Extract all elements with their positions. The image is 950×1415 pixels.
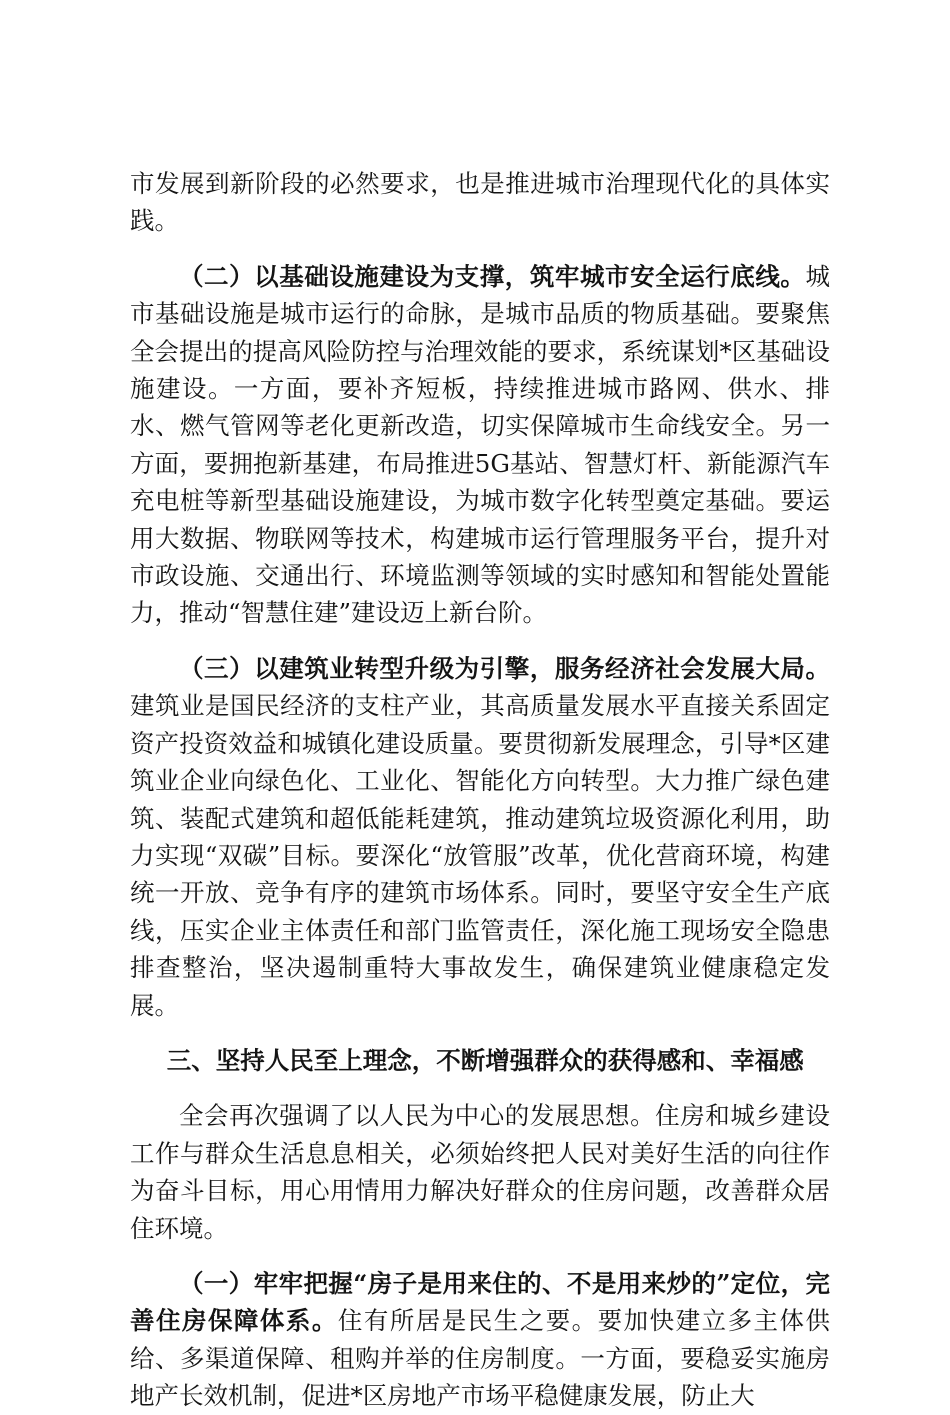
paragraph-text: 全会再次强调了以人民为中心的发展思想。住房和城乡建设工作与群众生活息息相关，必须始终把人民对美好生活的向往作为奋斗目标，用心用情用力解决好群众的住房问题，改善群众居住环境。 — [130, 1101, 830, 1243]
paragraph-text: 市发展到新阶段的必然要求，也是推进城市治理现代化的具体实践。 — [130, 169, 830, 236]
section-heading: 三、坚持人民至上理念，不断增强群众的获得感和、幸福感 — [166, 1045, 804, 1075]
paragraph-gap — [130, 1247, 830, 1265]
paragraph-lead: （一）牢牢把握“房子是用来住的、不是用来炒的”定位，完善住房保障体系。 — [130, 1268, 830, 1336]
paragraph-gap — [130, 240, 830, 258]
paragraph-text: 住有所居是民生之要。要加快建立多主体供给、多渠道保障、租购并举的住房制度。一方面，要稳妥实施房地产长效机制，促进*区房地产市场平稳健康发展，防止大 — [130, 1306, 831, 1411]
paragraph-people-centered — [130, 1097, 830, 1247]
paragraph-gap — [130, 632, 830, 650]
paragraph-construction-industry — [130, 650, 830, 1024]
paragraph-text: 城市基础设施是城市运行的命脉，是城市品质的物质基础。要聚焦全会提出的提高风险防控与治理效能的要求，系统谋划*区基础设施建设。一方面，要补齐短板，持续推进城市路网、供水、排水、燃气管网等老化更新改造，切实保障城市生命线安全。另一方面，要拥抱新基建，布局推进5G基站、智慧灯杆、新能源汽车充电桩等新型基础设施建设，为城市数字化转型奠定基础。要运用大数据、物联网等技术，构建城市运行管理服务平台，提升对市政设施、交通出行、环境监测等领域的实时感知和智能处置能力，推动“智慧住建”建设迈上新台阶。 — [130, 261, 830, 628]
paragraph-continuation — [130, 165, 830, 240]
paragraph-gap — [130, 1024, 830, 1042]
paragraph-lead: （三）以建筑业转型升级为引擎，服务经济社会发展大局。 — [179, 653, 830, 683]
document-body — [130, 165, 830, 1415]
paragraph-housing-security — [130, 1265, 830, 1415]
paragraph-lead: （二）以基础设施建设为支撑，筑牢城市安全运行底线。 — [179, 261, 806, 291]
paragraph-text: 建筑业是国民经济的支柱产业，其高质量发展水平直接关系固定资产投资效益和城镇化建设质量。要贯彻新发展理念，引导*区建筑业企业向绿色化、工业化、智能化方向转型。大力推广绿色建筑、装配式建筑和超低能耗建筑，推动建筑垃圾资源化利用，助力实现“双碳”目标。要深化“放管服”改革，优化营商环境，构建统一开放、竞争有序的建筑市场体系。同时，要坚守安全生产底线，压实企业主体责任和部门监管责任，深化施工现场安全隐患排查整治，坚决遏制重特大事故发生，确保建筑业健康稳定发展。 — [130, 691, 830, 1020]
paragraph-infrastructure — [130, 258, 830, 632]
paragraph-gap — [130, 1079, 830, 1097]
